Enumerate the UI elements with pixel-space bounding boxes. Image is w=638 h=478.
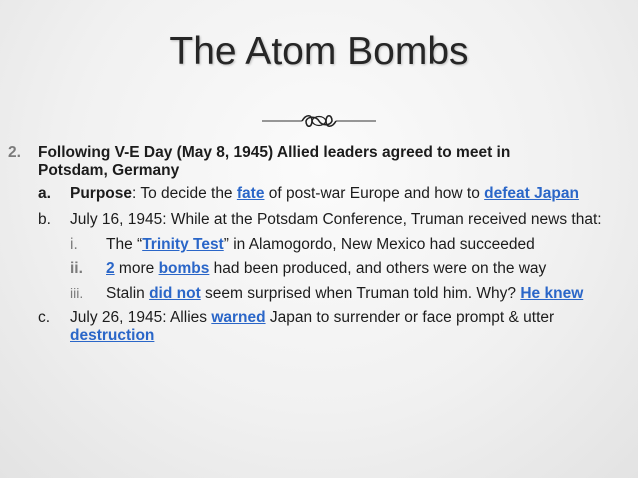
text-segment: had been produced, and others were on the way	[209, 260, 547, 277]
sub-ii-text	[106, 259, 546, 278]
defeat-japan-link[interactable]: defeat Japan	[484, 185, 579, 202]
text-segment: ” in Alamogordo, New Mexico had succeeded	[223, 236, 535, 253]
did-not-link[interactable]: did not	[149, 285, 201, 302]
text-segment: seem surprised when Truman told him. Why?	[200, 285, 521, 302]
sub-iii-label: iii.	[70, 285, 84, 301]
scroll-flourish-icon	[262, 111, 376, 131]
sub-c-label: c.	[38, 309, 51, 326]
warned-link[interactable]: warned	[211, 309, 266, 326]
sub-c-text-line-2	[70, 326, 154, 345]
sub-b-label: b.	[38, 211, 51, 228]
text-segment: Stalin	[106, 285, 150, 302]
slide-title: The Atom Bombs	[169, 30, 469, 73]
bombs-link[interactable]: bombs	[158, 260, 210, 277]
text-segment: : To decide the	[132, 185, 237, 202]
text-segment: The “	[106, 236, 143, 253]
sub-i-label: i.	[70, 236, 78, 253]
sub-ii-label: ii.	[70, 260, 83, 277]
text-segment: of post-war Europe and how to	[264, 185, 485, 202]
destruction-link[interactable]: destruction	[70, 327, 155, 344]
purpose-term: Purpose	[70, 185, 133, 202]
item-2-line-1: Following V-E Day (May 8, 1945) Allied leaders agreed to meet in	[38, 144, 511, 161]
sub-b-text: July 16, 1945: While at the Potsdam Conference, Truman received news that:	[70, 211, 602, 228]
item-2-line-2: Potsdam, Germany	[38, 162, 180, 179]
text-segment: July 26, 1945: Allies	[70, 309, 212, 326]
sub-c-text-line-1	[70, 308, 554, 327]
text-segment: more	[114, 260, 159, 277]
he-knew-link[interactable]: He knew	[520, 285, 584, 302]
item-2-number: 2.	[8, 144, 21, 161]
sub-i-text	[106, 235, 535, 254]
fate-link[interactable]: fate	[236, 185, 265, 202]
two-link[interactable]: 2	[106, 260, 115, 277]
trinity-test-link[interactable]: Trinity Test	[142, 236, 224, 253]
sub-a-label: a.	[38, 185, 51, 202]
sub-iii-text	[106, 284, 583, 303]
text-segment: Japan to surrender or face prompt & utter	[265, 309, 555, 326]
sub-a-text	[70, 184, 579, 203]
